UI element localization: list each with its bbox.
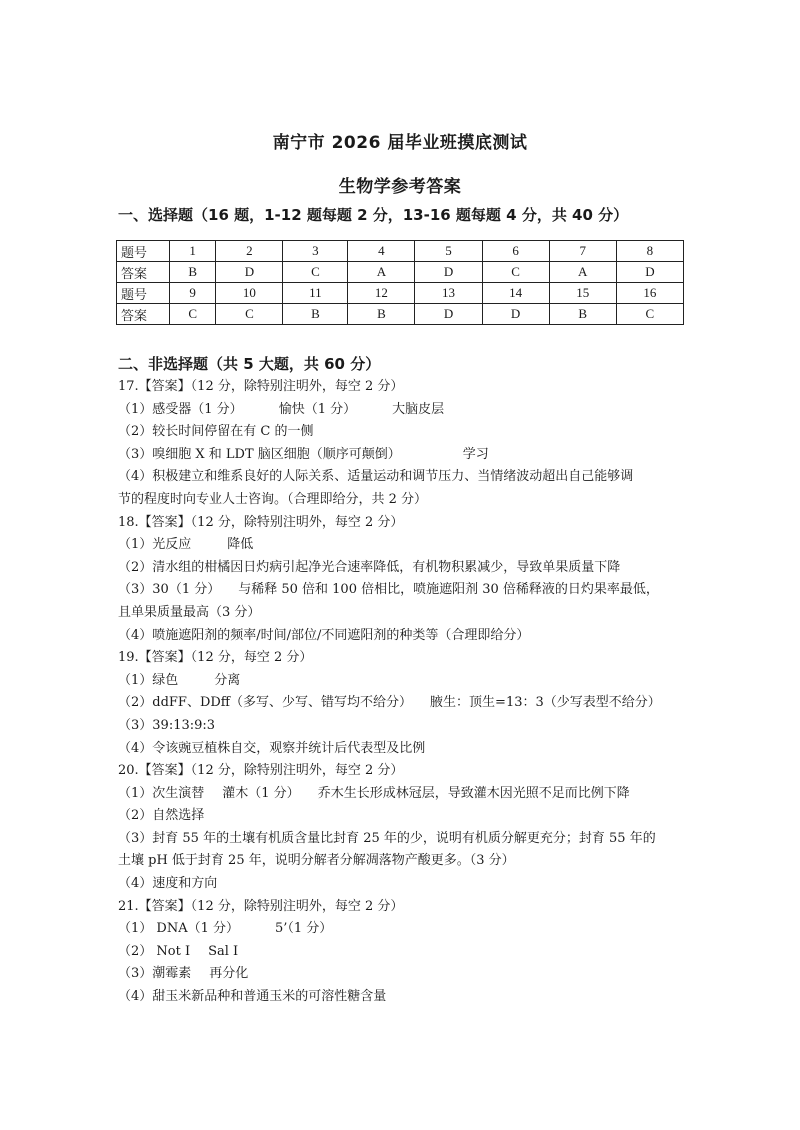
q19-part3: （3）39:13:9:3 — [118, 717, 216, 733]
q17-part4: （4）积极建立和维系良好的人际关系、适量运动和调节压力、当情绪波动超出自己能够调 — [118, 469, 634, 485]
table-row — [117, 262, 684, 283]
answer-text: （3）潮霉素 — [118, 966, 192, 982]
answer-text: 愉快（1 分） — [278, 401, 357, 417]
answer-text: （2） Not I — [118, 943, 191, 959]
answer-text: （2）ddFF、DDff（多写、少写、错写均不给分） — [118, 695, 413, 711]
answer-text: Sal I — [208, 943, 239, 959]
answer-text: 大脑皮层 — [392, 401, 445, 417]
answer-text: （3）嗅细胞 X 和 LDT 脑区细胞（顺序可颠倒） — [118, 446, 401, 462]
answer-cell: D — [216, 262, 283, 283]
q20-part1 — [118, 783, 688, 806]
q19-part1 — [118, 670, 688, 693]
answer-cell: D — [616, 262, 683, 283]
multiple-choice-answer-table — [116, 240, 684, 325]
answer-text: （3）30（1 分） — [118, 582, 221, 598]
answer-text: 分离 — [214, 672, 241, 688]
question-number: 15 — [549, 283, 616, 304]
answer-text: 灌木（1 分） — [222, 785, 300, 801]
answer-text: 学习 — [462, 446, 489, 462]
question-number: 13 — [415, 283, 482, 304]
q19-part2 — [118, 692, 688, 715]
answer-text: （1）感受器（1 分） — [118, 401, 243, 417]
answer-cell: C — [283, 262, 348, 283]
answer-text: 腋生：顶生=13：3（少写表型不给分） — [430, 695, 661, 711]
answer-cell: A — [348, 262, 415, 283]
q20-part2: （2）自然选择 — [118, 808, 205, 824]
row-label: 答案 — [117, 262, 170, 283]
question-number: 6 — [482, 241, 549, 262]
row-label: 答案 — [117, 304, 170, 325]
answer-text: （1）光反应 — [118, 537, 192, 553]
question-number: 9 — [170, 283, 216, 304]
row-label: 题号 — [117, 241, 170, 262]
answer-cell: B — [283, 304, 348, 325]
q21-heading: 21.【答案】（12 分，除特别注明外，每空 2 分） — [118, 898, 404, 914]
answer-text: 降低 — [227, 537, 254, 553]
page-subtitle: 生物学参考答案 — [338, 177, 462, 197]
q21-part1 — [118, 918, 688, 941]
answer-text: （1）次生演替 — [118, 785, 205, 801]
answer-text: （1） DNA（1 分） — [118, 921, 239, 937]
table-row — [117, 241, 684, 262]
q20-part3-continued: 土壤 pH 低于封育 25 年，说明分解者分解凋落物产酸更多。（3 分） — [118, 853, 515, 869]
question-number: 5 — [415, 241, 482, 262]
q21-part2 — [118, 941, 688, 964]
q18-part3-continued: 且单果质量最高（3 分） — [118, 604, 261, 620]
question-number: 8 — [616, 241, 683, 262]
q17-part3 — [118, 444, 688, 467]
q17-part1 — [118, 399, 688, 422]
q20-part3: （3）封育 55 年的土壤有机质含量比封育 25 年的少，说明有机质分解更充分；封育 55 年的 — [118, 830, 656, 846]
answer-cell: D — [415, 262, 482, 283]
answer-cell: C — [170, 304, 216, 325]
answer-cell: B — [348, 304, 415, 325]
answer-text: 再分化 — [209, 966, 249, 982]
question-number: 2 — [216, 241, 283, 262]
section2-heading: 二、非选择题（共 5 大题，共 60 分） — [118, 355, 381, 373]
answer-cell: D — [482, 304, 549, 325]
q17-part4-continued: 节的程度时向专业人士咨询。（合理即给分，共 2 分） — [118, 491, 428, 507]
q21-part3 — [118, 963, 688, 986]
q21-part4: （4）甜玉米新品种和普通玉米的可溶性糖含量 — [118, 989, 387, 1005]
answer-cell: A — [549, 262, 616, 283]
question-number: 4 — [348, 241, 415, 262]
answer-text: 乔木生长形成林冠层，导致灌木因光照不足而比例下降 — [317, 785, 630, 801]
q17-heading: 17.【答案】（12 分，除特别注明外，每空 2 分） — [118, 379, 404, 394]
question-number: 10 — [216, 283, 283, 304]
answer-text: 与稀释 50 倍和 100 倍相比，喷施遮阳剂 30 倍稀释液的日灼果率最低， — [238, 582, 659, 598]
table-row — [117, 283, 684, 304]
answer-text: （1）绿色 — [118, 672, 179, 688]
answer-cell: C — [216, 304, 283, 325]
q18-part3 — [118, 579, 688, 602]
q20-heading: 20.【答案】（12 分，除特别注明外，每空 2 分） — [118, 763, 404, 779]
table-row — [117, 304, 684, 325]
answer-cell: B — [170, 262, 216, 283]
answer-cell: C — [616, 304, 683, 325]
page-title: 南宁市 2026 届毕业班摸底测试 — [272, 133, 528, 153]
q18-heading: 18.【答案】（12 分，除特别注明外，每空 2 分） — [118, 514, 404, 530]
q18-part1 — [118, 534, 688, 557]
answer-cell: C — [482, 262, 549, 283]
q19-heading: 19.【答案】（12 分，每空 2 分） — [118, 650, 313, 666]
section1-heading: 一、选择题（16 题，1-12 题每题 2 分，13-16 题每题 4 分，共 40 分） — [118, 206, 629, 224]
question-number: 16 — [616, 283, 683, 304]
q18-part4: （4）喷施遮阳剂的频率/时间/部位/不同遮阳剂的种类等（合理即给分） — [118, 627, 530, 643]
free-response-answers — [118, 376, 688, 1009]
answer-cell: D — [415, 304, 482, 325]
question-number: 1 — [170, 241, 216, 262]
q18-part2: （2）清水组的柑橘因日灼病引起净光合速率降低，有机物积累减少，导致单果质量下降 — [118, 559, 621, 575]
question-number: 12 — [348, 283, 415, 304]
answer-cell: B — [549, 304, 616, 325]
q17-part2: （2）较长时间停留在有 C 的一侧 — [118, 424, 314, 440]
row-label: 题号 — [117, 283, 170, 304]
q20-part4: （4）速度和方向 — [118, 876, 218, 892]
answer-text: 5’（1 分） — [275, 921, 333, 937]
question-number: 11 — [283, 283, 348, 304]
question-number: 7 — [549, 241, 616, 262]
question-number: 14 — [482, 283, 549, 304]
q19-part4: （4）令该豌豆植株自交，观察并统计后代表型及比例 — [118, 740, 426, 756]
question-number: 3 — [283, 241, 348, 262]
